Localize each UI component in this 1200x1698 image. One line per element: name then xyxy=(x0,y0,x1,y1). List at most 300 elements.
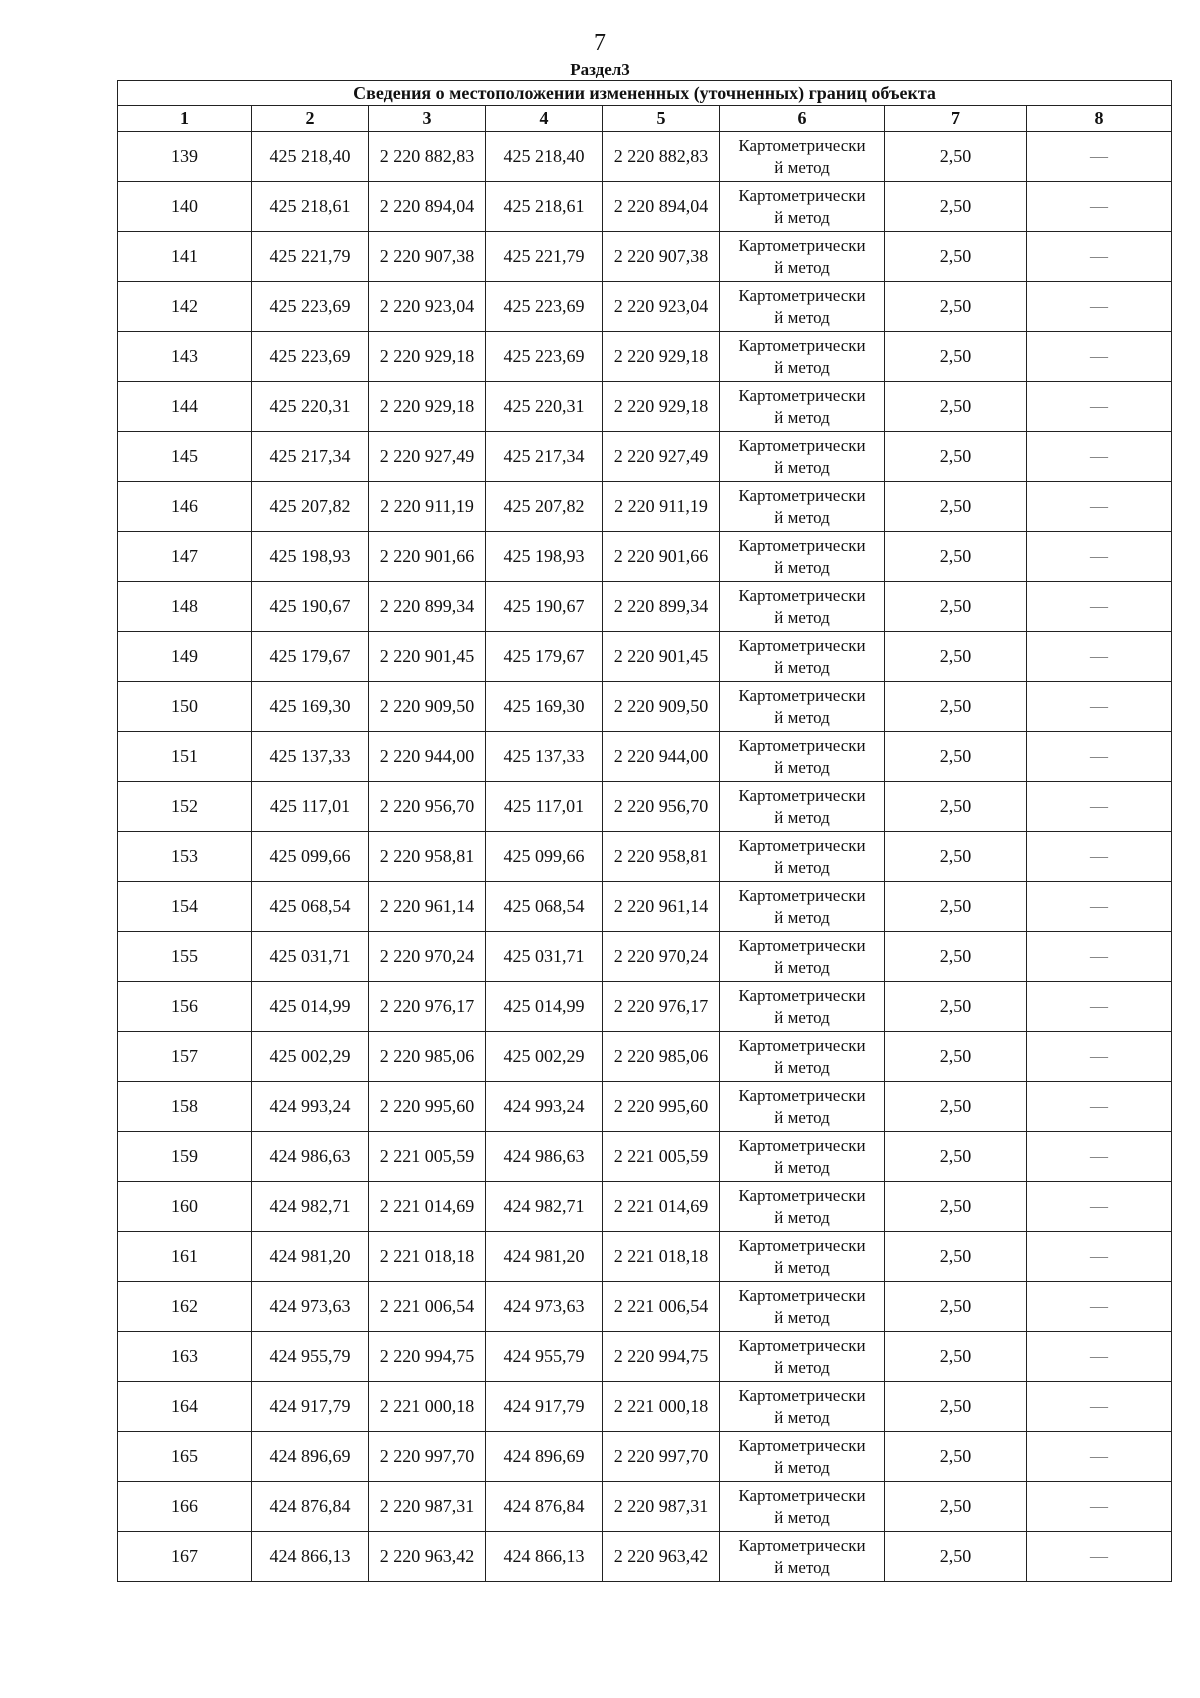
method-text-line1: Картометрически xyxy=(738,1135,866,1155)
description-cell: — xyxy=(1027,882,1172,932)
description-cell: — xyxy=(1027,682,1172,732)
x-new-cell: 424 866,13 xyxy=(486,1532,603,1582)
y-old-cell: 2 220 882,83 xyxy=(369,132,486,182)
accuracy-cell: 2,50 xyxy=(885,1032,1027,1082)
accuracy-cell: 2,50 xyxy=(885,682,1027,732)
method-cell xyxy=(720,982,885,1032)
x-old-cell: 424 986,63 xyxy=(252,1132,369,1182)
x-old-cell: 424 981,20 xyxy=(252,1232,369,1282)
method-text-line2: й метод xyxy=(774,1307,830,1327)
method-text-line1: Картометрически xyxy=(738,1235,866,1255)
method-cell xyxy=(720,1032,885,1082)
x-old-cell: 424 982,71 xyxy=(252,1182,369,1232)
method-text-line2: й метод xyxy=(774,407,830,427)
x-old-cell: 425 169,30 xyxy=(252,682,369,732)
point-number-cell: 159 xyxy=(118,1132,252,1182)
method-text-line2: й метод xyxy=(774,957,830,977)
accuracy-cell: 2,50 xyxy=(885,1432,1027,1482)
method-text-line2: й метод xyxy=(774,607,830,627)
accuracy-cell: 2,50 xyxy=(885,732,1027,782)
y-new-cell: 2 220 899,34 xyxy=(603,582,720,632)
table-row xyxy=(118,1532,1172,1582)
y-old-cell: 2 220 929,18 xyxy=(369,332,486,382)
x-old-cell: 425 218,40 xyxy=(252,132,369,182)
y-old-cell: 2 220 901,66 xyxy=(369,532,486,582)
method-text-line2: й метод xyxy=(774,307,830,327)
x-new-cell: 424 993,24 xyxy=(486,1082,603,1132)
method-text-line1: Картометрически xyxy=(738,835,866,855)
method-text-line2: й метод xyxy=(774,657,830,677)
y-old-cell: 2 220 956,70 xyxy=(369,782,486,832)
x-new-cell: 425 190,67 xyxy=(486,582,603,632)
method-cell xyxy=(720,882,885,932)
table-row xyxy=(118,182,1172,232)
description-cell: — xyxy=(1027,1532,1172,1582)
method-text-line1: Картометрически xyxy=(738,685,866,705)
accuracy-cell: 2,50 xyxy=(885,382,1027,432)
method-text-line2: й метод xyxy=(774,1357,830,1377)
y-new-cell: 2 220 907,38 xyxy=(603,232,720,282)
table-row xyxy=(118,1132,1172,1182)
y-new-cell: 2 220 987,31 xyxy=(603,1482,720,1532)
y-new-cell: 2 221 018,18 xyxy=(603,1232,720,1282)
point-number-cell: 150 xyxy=(118,682,252,732)
method-cell xyxy=(720,682,885,732)
table-row xyxy=(118,1232,1172,1282)
x-new-cell: 424 955,79 xyxy=(486,1332,603,1382)
method-text-line1: Картометрически xyxy=(738,285,866,305)
x-old-cell: 424 917,79 xyxy=(252,1382,369,1432)
x-new-cell: 425 223,69 xyxy=(486,332,603,382)
method-cell xyxy=(720,1082,885,1132)
y-new-cell: 2 220 995,60 xyxy=(603,1082,720,1132)
description-cell: — xyxy=(1027,932,1172,982)
x-new-cell: 425 218,61 xyxy=(486,182,603,232)
description-cell: — xyxy=(1027,1432,1172,1482)
point-number-cell: 160 xyxy=(118,1182,252,1232)
method-text-line2: й метод xyxy=(774,357,830,377)
x-old-cell: 425 179,67 xyxy=(252,632,369,682)
y-new-cell: 2 220 944,00 xyxy=(603,732,720,782)
y-new-cell: 2 220 994,75 xyxy=(603,1332,720,1382)
x-new-cell: 425 002,29 xyxy=(486,1032,603,1082)
x-new-cell: 425 137,33 xyxy=(486,732,603,782)
table-row xyxy=(118,982,1172,1032)
x-old-cell: 424 973,63 xyxy=(252,1282,369,1332)
accuracy-cell: 2,50 xyxy=(885,282,1027,332)
method-cell xyxy=(720,132,885,182)
x-old-cell: 425 002,29 xyxy=(252,1032,369,1082)
table-row xyxy=(118,1082,1172,1132)
y-old-cell: 2 220 994,75 xyxy=(369,1332,486,1382)
y-old-cell: 2 220 911,19 xyxy=(369,482,486,532)
accuracy-cell: 2,50 xyxy=(885,1532,1027,1582)
x-old-cell: 425 099,66 xyxy=(252,832,369,882)
y-old-cell: 2 221 014,69 xyxy=(369,1182,486,1232)
method-text-line1: Картометрически xyxy=(738,1035,866,1055)
method-text-line2: й метод xyxy=(774,1157,830,1177)
point-number-cell: 149 xyxy=(118,632,252,682)
y-new-cell: 2 220 923,04 xyxy=(603,282,720,332)
y-old-cell: 2 221 005,59 xyxy=(369,1132,486,1182)
method-text-line2: й метод xyxy=(774,857,830,877)
method-text-line1: Картометрически xyxy=(738,1285,866,1305)
method-text-line1: Картометрически xyxy=(738,1535,866,1555)
y-old-cell: 2 220 901,45 xyxy=(369,632,486,682)
y-old-cell: 2 221 000,18 xyxy=(369,1382,486,1432)
y-old-cell: 2 220 976,17 xyxy=(369,982,486,1032)
table-row xyxy=(118,232,1172,282)
method-cell xyxy=(720,382,885,432)
method-text-line1: Картометрически xyxy=(738,635,866,655)
method-cell xyxy=(720,732,885,782)
accuracy-cell: 2,50 xyxy=(885,632,1027,682)
method-cell xyxy=(720,532,885,582)
method-text-line1: Картометрически xyxy=(738,235,866,255)
table-row xyxy=(118,1432,1172,1482)
description-cell: — xyxy=(1027,232,1172,282)
x-new-cell: 424 982,71 xyxy=(486,1182,603,1232)
x-new-cell: 425 221,79 xyxy=(486,232,603,282)
y-new-cell: 2 220 894,04 xyxy=(603,182,720,232)
description-cell: — xyxy=(1027,1082,1172,1132)
y-old-cell: 2 220 997,70 xyxy=(369,1432,486,1482)
y-old-cell: 2 220 909,50 xyxy=(369,682,486,732)
method-text-line2: й метод xyxy=(774,557,830,577)
column-header: 7 xyxy=(885,106,1027,132)
x-old-cell: 425 117,01 xyxy=(252,782,369,832)
description-cell: — xyxy=(1027,282,1172,332)
x-old-cell: 425 217,34 xyxy=(252,432,369,482)
accuracy-cell: 2,50 xyxy=(885,932,1027,982)
y-new-cell: 2 220 882,83 xyxy=(603,132,720,182)
method-text-line1: Картометрически xyxy=(738,185,866,205)
point-number-cell: 145 xyxy=(118,432,252,482)
y-new-cell: 2 221 014,69 xyxy=(603,1182,720,1232)
y-old-cell: 2 220 985,06 xyxy=(369,1032,486,1082)
y-new-cell: 2 220 985,06 xyxy=(603,1032,720,1082)
y-new-cell: 2 220 901,45 xyxy=(603,632,720,682)
table-caption: Сведения о местоположении измененных (уточненных) границ объекта xyxy=(118,81,1172,106)
accuracy-cell: 2,50 xyxy=(885,132,1027,182)
table-row xyxy=(118,932,1172,982)
method-cell xyxy=(720,782,885,832)
method-cell xyxy=(720,182,885,232)
x-old-cell: 425 223,69 xyxy=(252,282,369,332)
method-cell xyxy=(720,1382,885,1432)
description-cell: — xyxy=(1027,782,1172,832)
method-text-line2: й метод xyxy=(774,807,830,827)
x-old-cell: 425 031,71 xyxy=(252,932,369,982)
description-cell: — xyxy=(1027,132,1172,182)
point-number-cell: 155 xyxy=(118,932,252,982)
y-old-cell: 2 220 899,34 xyxy=(369,582,486,632)
x-old-cell: 425 068,54 xyxy=(252,882,369,932)
method-text-line2: й метод xyxy=(774,707,830,727)
table-row xyxy=(118,332,1172,382)
table-row xyxy=(118,732,1172,782)
y-new-cell: 2 220 929,18 xyxy=(603,332,720,382)
method-text-line1: Картометрически xyxy=(738,1385,866,1405)
accuracy-cell: 2,50 xyxy=(885,482,1027,532)
x-new-cell: 425 223,69 xyxy=(486,282,603,332)
y-new-cell: 2 220 961,14 xyxy=(603,882,720,932)
method-text-line2: й метод xyxy=(774,1557,830,1577)
method-text-line1: Картометрически xyxy=(738,985,866,1005)
accuracy-cell: 2,50 xyxy=(885,1232,1027,1282)
method-text-line2: й метод xyxy=(774,1007,830,1027)
method-cell xyxy=(720,332,885,382)
method-text-line1: Картометрически xyxy=(738,735,866,755)
x-old-cell: 425 220,31 xyxy=(252,382,369,432)
description-cell: — xyxy=(1027,1382,1172,1432)
y-old-cell: 2 220 963,42 xyxy=(369,1532,486,1582)
x-old-cell: 425 223,69 xyxy=(252,332,369,382)
table-header-row xyxy=(118,106,1172,132)
method-text-line2: й метод xyxy=(774,1507,830,1527)
accuracy-cell: 2,50 xyxy=(885,982,1027,1032)
y-new-cell: 2 220 970,24 xyxy=(603,932,720,982)
y-old-cell: 2 221 006,54 xyxy=(369,1282,486,1332)
column-header: 3 xyxy=(369,106,486,132)
y-old-cell: 2 220 995,60 xyxy=(369,1082,486,1132)
method-cell xyxy=(720,932,885,982)
point-number-cell: 151 xyxy=(118,732,252,782)
y-new-cell: 2 221 000,18 xyxy=(603,1382,720,1432)
point-number-cell: 154 xyxy=(118,882,252,932)
x-new-cell: 425 179,67 xyxy=(486,632,603,682)
table-row xyxy=(118,1332,1172,1382)
page-number: 7 xyxy=(594,30,606,56)
y-new-cell: 2 220 976,17 xyxy=(603,982,720,1032)
table-row xyxy=(118,1482,1172,1532)
point-number-cell: 166 xyxy=(118,1482,252,1532)
description-cell: — xyxy=(1027,482,1172,532)
y-old-cell: 2 220 929,18 xyxy=(369,382,486,432)
x-new-cell: 424 973,63 xyxy=(486,1282,603,1332)
x-new-cell: 425 169,30 xyxy=(486,682,603,732)
x-old-cell: 424 955,79 xyxy=(252,1332,369,1382)
method-text-line2: й метод xyxy=(774,457,830,477)
method-text-line2: й метод xyxy=(774,1457,830,1477)
x-old-cell: 424 876,84 xyxy=(252,1482,369,1532)
description-cell: — xyxy=(1027,332,1172,382)
description-cell: — xyxy=(1027,632,1172,682)
accuracy-cell: 2,50 xyxy=(885,332,1027,382)
table-caption-row xyxy=(118,81,1172,106)
x-old-cell: 424 993,24 xyxy=(252,1082,369,1132)
point-number-cell: 146 xyxy=(118,482,252,532)
point-number-cell: 162 xyxy=(118,1282,252,1332)
description-cell: — xyxy=(1027,1182,1172,1232)
method-cell xyxy=(720,582,885,632)
x-new-cell: 425 031,71 xyxy=(486,932,603,982)
method-cell xyxy=(720,432,885,482)
method-text-line2: й метод xyxy=(774,507,830,527)
y-old-cell: 2 220 927,49 xyxy=(369,432,486,482)
y-new-cell: 2 220 911,19 xyxy=(603,482,720,532)
table-row xyxy=(118,1282,1172,1332)
description-cell: — xyxy=(1027,382,1172,432)
point-number-cell: 144 xyxy=(118,382,252,432)
method-text-line2: й метод xyxy=(774,1407,830,1427)
section-title: Раздел3 xyxy=(570,60,630,79)
y-old-cell: 2 220 987,31 xyxy=(369,1482,486,1532)
method-text-line2: й метод xyxy=(774,207,830,227)
method-cell xyxy=(720,282,885,332)
accuracy-cell: 2,50 xyxy=(885,1332,1027,1382)
y-new-cell: 2 220 997,70 xyxy=(603,1432,720,1482)
table-row xyxy=(118,882,1172,932)
x-new-cell: 425 099,66 xyxy=(486,832,603,882)
x-new-cell: 425 207,82 xyxy=(486,482,603,532)
method-text-line1: Картометрически xyxy=(738,535,866,555)
table-row xyxy=(118,832,1172,882)
method-cell xyxy=(720,632,885,682)
x-old-cell: 425 218,61 xyxy=(252,182,369,232)
y-new-cell: 2 220 901,66 xyxy=(603,532,720,582)
table-row xyxy=(118,582,1172,632)
point-number-cell: 148 xyxy=(118,582,252,632)
table-row xyxy=(118,632,1172,682)
method-text-line2: й метод xyxy=(774,1207,830,1227)
accuracy-cell: 2,50 xyxy=(885,1382,1027,1432)
description-cell: — xyxy=(1027,1282,1172,1332)
method-cell xyxy=(720,1532,885,1582)
x-new-cell: 424 917,79 xyxy=(486,1382,603,1432)
x-new-cell: 425 117,01 xyxy=(486,782,603,832)
x-new-cell: 424 896,69 xyxy=(486,1432,603,1482)
method-text-line2: й метод xyxy=(774,1057,830,1077)
x-new-cell: 425 068,54 xyxy=(486,882,603,932)
method-text-line2: й метод xyxy=(774,757,830,777)
point-number-cell: 139 xyxy=(118,132,252,182)
method-cell xyxy=(720,1132,885,1182)
description-cell: — xyxy=(1027,1032,1172,1082)
method-text-line2: й метод xyxy=(774,1257,830,1277)
accuracy-cell: 2,50 xyxy=(885,1482,1027,1532)
point-number-cell: 142 xyxy=(118,282,252,332)
accuracy-cell: 2,50 xyxy=(885,532,1027,582)
description-cell: — xyxy=(1027,432,1172,482)
point-number-cell: 164 xyxy=(118,1382,252,1432)
x-old-cell: 425 137,33 xyxy=(252,732,369,782)
method-text-line2: й метод xyxy=(774,1107,830,1127)
point-number-cell: 140 xyxy=(118,182,252,232)
column-header: 1 xyxy=(118,106,252,132)
y-old-cell: 2 220 923,04 xyxy=(369,282,486,332)
column-header: 6 xyxy=(720,106,885,132)
x-new-cell: 425 220,31 xyxy=(486,382,603,432)
point-number-cell: 157 xyxy=(118,1032,252,1082)
accuracy-cell: 2,50 xyxy=(885,182,1027,232)
method-text-line1: Картометрически xyxy=(738,135,866,155)
table-row xyxy=(118,482,1172,532)
table-row xyxy=(118,1182,1172,1232)
x-new-cell: 424 981,20 xyxy=(486,1232,603,1282)
method-text-line1: Картометрически xyxy=(738,1485,866,1505)
y-new-cell: 2 220 929,18 xyxy=(603,382,720,432)
description-cell: — xyxy=(1027,1482,1172,1532)
description-cell: — xyxy=(1027,832,1172,882)
column-header: 5 xyxy=(603,106,720,132)
accuracy-cell: 2,50 xyxy=(885,232,1027,282)
y-old-cell: 2 221 018,18 xyxy=(369,1232,486,1282)
table-row xyxy=(118,432,1172,482)
y-new-cell: 2 220 963,42 xyxy=(603,1532,720,1582)
x-old-cell: 425 221,79 xyxy=(252,232,369,282)
accuracy-cell: 2,50 xyxy=(885,1082,1027,1132)
point-number-cell: 141 xyxy=(118,232,252,282)
method-text-line1: Картометрически xyxy=(738,585,866,605)
point-number-cell: 165 xyxy=(118,1432,252,1482)
accuracy-cell: 2,50 xyxy=(885,1282,1027,1332)
y-old-cell: 2 220 944,00 xyxy=(369,732,486,782)
method-text-line1: Картометрически xyxy=(738,485,866,505)
method-text-line1: Картометрически xyxy=(738,335,866,355)
table-row xyxy=(118,1382,1172,1432)
table-row xyxy=(118,282,1172,332)
x-new-cell: 425 218,40 xyxy=(486,132,603,182)
accuracy-cell: 2,50 xyxy=(885,882,1027,932)
description-cell: — xyxy=(1027,732,1172,782)
method-text-line1: Картометрически xyxy=(738,1435,866,1455)
x-new-cell: 424 876,84 xyxy=(486,1482,603,1532)
description-cell: — xyxy=(1027,582,1172,632)
x-old-cell: 425 014,99 xyxy=(252,982,369,1032)
y-old-cell: 2 220 907,38 xyxy=(369,232,486,282)
x-old-cell: 425 190,67 xyxy=(252,582,369,632)
accuracy-cell: 2,50 xyxy=(885,782,1027,832)
y-old-cell: 2 220 961,14 xyxy=(369,882,486,932)
method-text-line1: Картометрически xyxy=(738,1185,866,1205)
method-cell xyxy=(720,1432,885,1482)
method-cell xyxy=(720,832,885,882)
column-header: 8 xyxy=(1027,106,1172,132)
method-cell xyxy=(720,482,885,532)
description-cell: — xyxy=(1027,982,1172,1032)
description-cell: — xyxy=(1027,1232,1172,1282)
point-number-cell: 152 xyxy=(118,782,252,832)
y-new-cell: 2 220 927,49 xyxy=(603,432,720,482)
table-row xyxy=(118,782,1172,832)
y-new-cell: 2 220 956,70 xyxy=(603,782,720,832)
x-old-cell: 424 896,69 xyxy=(252,1432,369,1482)
x-old-cell: 425 207,82 xyxy=(252,482,369,532)
accuracy-cell: 2,50 xyxy=(885,1182,1027,1232)
method-cell xyxy=(720,1182,885,1232)
column-header: 2 xyxy=(252,106,369,132)
method-text-line1: Картометрически xyxy=(738,935,866,955)
point-number-cell: 143 xyxy=(118,332,252,382)
method-cell xyxy=(720,1332,885,1382)
accuracy-cell: 2,50 xyxy=(885,1132,1027,1182)
table-row xyxy=(118,132,1172,182)
point-number-cell: 153 xyxy=(118,832,252,882)
accuracy-cell: 2,50 xyxy=(885,432,1027,482)
column-header: 4 xyxy=(486,106,603,132)
x-new-cell: 424 986,63 xyxy=(486,1132,603,1182)
x-old-cell: 424 866,13 xyxy=(252,1532,369,1582)
y-old-cell: 2 220 894,04 xyxy=(369,182,486,232)
x-new-cell: 425 217,34 xyxy=(486,432,603,482)
method-cell xyxy=(720,232,885,282)
method-text-line2: й метод xyxy=(774,907,830,927)
method-text-line2: й метод xyxy=(774,157,830,177)
description-cell: — xyxy=(1027,1132,1172,1182)
method-text-line2: й метод xyxy=(774,257,830,277)
point-number-cell: 163 xyxy=(118,1332,252,1382)
